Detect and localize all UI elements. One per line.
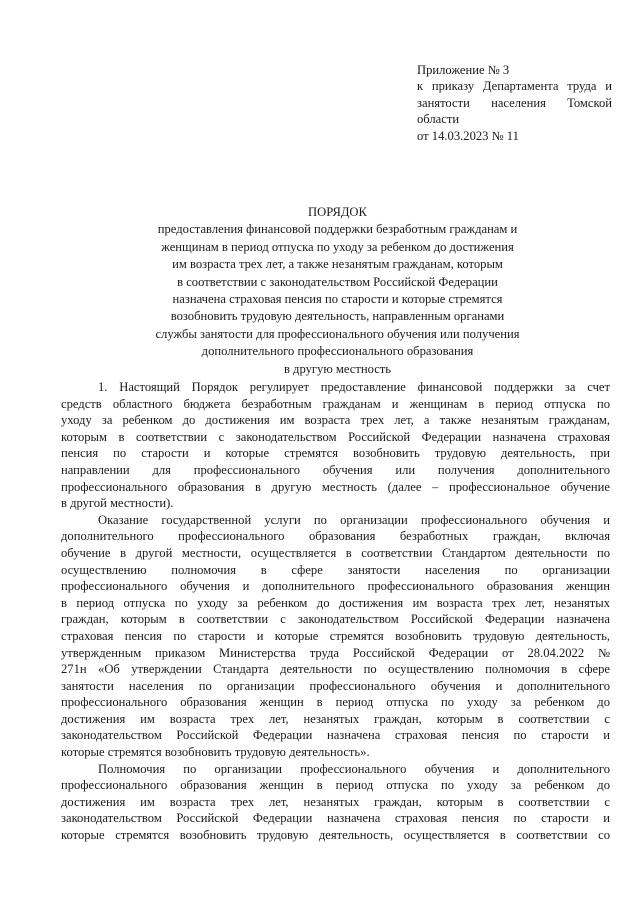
title-line: дополнительного профессионального образования [201, 344, 474, 359]
title-line: женщинам в период отпуска по уходу за ребенком до достижения [161, 239, 514, 254]
paragraph-line: профессионального образования в другую местность (далее – профессиональное обучение [61, 479, 610, 494]
paragraph-line: профессионального образования женщин в период отпуска по уходу за ребенком до [61, 695, 610, 710]
paragraph-line: 1. Настоящий Порядок регулирует предоставление финансовой поддержки за счет [98, 380, 610, 394]
paragraph-line: обучение в другой местности, осуществляется в соответствии Стандартом деятельности по [61, 545, 610, 560]
paragraph-line: достижения им возраста трех лет, незанятых граждан, которым в соответствии с [61, 711, 610, 726]
paragraph-line: достижения им возраста трех лет, незанятых граждан, которым в соответствии с [61, 794, 610, 809]
paragraph-line: утвержденным приказом Министерства труда Российской Федерации от 28.04.2022 № [61, 645, 610, 660]
paragraph-line: Полномочия по организации профессионального обучения и дополнительного [98, 761, 610, 776]
paragraph-line: направлении для профессионального обучения или получения дополнительного [61, 462, 610, 477]
paragraph-line: которые стремятся возобновить трудовую деятельность». [61, 745, 370, 760]
paragraph-line: страховая пенсия по старости и которые стремятся возобновить трудовую деятельность, [61, 628, 610, 643]
title-line: возобновить трудовую деятельность, направленным органами [170, 309, 505, 324]
title-line: предоставления финансовой поддержки безработным гражданам и [157, 222, 518, 237]
approval-stamp [417, 62, 612, 144]
title-line: службы занятости для профессионального обучения или получения [155, 326, 520, 341]
paragraph-line: в другой местности). [61, 496, 174, 511]
title-line: назначена страховая пенсия по старости и которые стремятся [172, 292, 503, 307]
approval-line-3: занятости населения Томской [417, 95, 612, 110]
title-line: в другую местность [283, 361, 392, 376]
approval-line-5: от 14.03.2023 № 11 [417, 128, 519, 143]
paragraph-line: которым в соответствии с законодательством Российской Федерации назначена страховая [61, 429, 610, 444]
approval-line-2: к приказу Департамента труда и [417, 79, 612, 94]
paragraph-line: пенсия по старости и которые стремятся возобновить трудовую деятельность, при [61, 446, 610, 461]
paragraph-line: граждан, которым в соответствии с законодательством Российской Федерации назначена [61, 612, 610, 627]
paragraph-3 [61, 761, 610, 844]
paragraph-line: Оказание государственной услуги по организации профессионального обучения и [98, 512, 610, 527]
paragraph-1 [61, 379, 610, 512]
paragraph-2 [61, 512, 610, 761]
paragraph-line: которые стремятся возобновить трудовую деятельность, осуществляется в соответствии со [61, 828, 610, 843]
paragraph-line: занятости населения по организации профессионального обучения и дополнительного [61, 678, 610, 693]
paragraph-line: законодательством Российской Федерации назначена страховая пенсия по старости и [61, 811, 610, 826]
paragraph-line: в период отпуска по уходу за ребенком до достижения им возраста трех лет, незанятых [61, 595, 610, 610]
title-line: в соответствии с законодательством Российской Федерации [177, 274, 498, 289]
paragraph-line: профессионального образования женщин в период отпуска по уходу за ребенком до [61, 778, 610, 793]
paragraph-line: законодательством Российской Федерации назначена страховая пенсия по старости и [61, 728, 610, 743]
paragraph-line: профессионального обучения и дополнительного профессионального образования женщин [61, 579, 610, 594]
title-line: им возраста трех лет, а также незанятым гражданам, которым [172, 257, 503, 272]
document-body [61, 379, 610, 844]
paragraph-line: дополнительного профессионального образования безработных граждан, включая [61, 529, 610, 544]
title-heading: ПОРЯДОК [308, 205, 367, 219]
approval-line-4: области [417, 112, 460, 127]
document-title [100, 204, 575, 378]
approval-line-1: Приложение № 3 [417, 63, 510, 77]
paragraph-line: уходу за ребенком до достижения им возраста трех лет, а также незанятым гражданам, [61, 413, 610, 428]
paragraph-line: осуществлению полномочия в сфере занятости населения по организации [61, 562, 610, 577]
paragraph-line: средств областного бюджета безработным гражданам и женщинам в период отпуска по [61, 396, 610, 411]
paragraph-line: 271н «Об утверждении Стандарта деятельности по осуществлению полномочия в сфере [61, 662, 610, 677]
